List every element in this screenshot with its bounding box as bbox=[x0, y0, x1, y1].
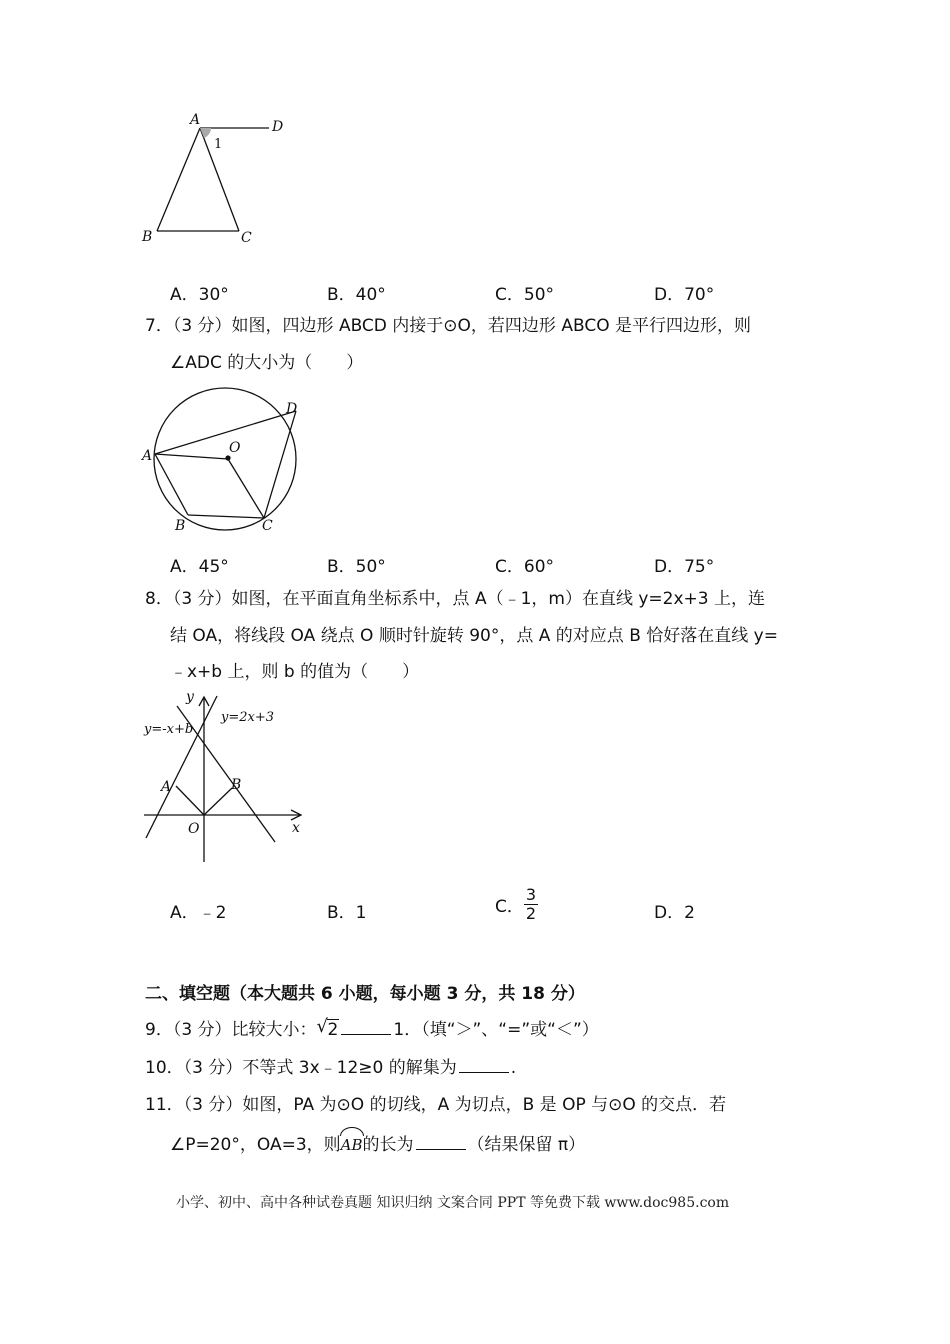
q8-label-line1: y=-x+b bbox=[144, 722, 194, 737]
q7-stem-line2: ∠ADC 的大小为（ ） bbox=[170, 353, 364, 373]
q7-option-d[interactable]: D．75° bbox=[654, 557, 715, 577]
q6-label-b: B bbox=[142, 229, 153, 245]
q6-option-a[interactable]: A．30° bbox=[170, 285, 229, 305]
answer-blank[interactable] bbox=[341, 1018, 391, 1035]
fraction: $\frac{3}{2}$ bbox=[525, 885, 537, 923]
q8-option-b[interactable]: B．1 bbox=[327, 903, 367, 923]
q7-label-d: D bbox=[286, 401, 298, 417]
q8-option-c[interactable]: C． $\frac{3}{2}$ bbox=[495, 885, 537, 923]
square-root: √ 2 bbox=[316, 1016, 339, 1040]
q7-stem-line1: 7．（3 分）如图，四边形 ABCD 内接于⊙O，若四边形 ABCO 是平行四边形，则 bbox=[145, 316, 751, 336]
q6-triangle-figure bbox=[135, 110, 295, 250]
q8-coordinate-figure bbox=[140, 688, 315, 866]
q8-stem-line3: ﹣x+b 上，则 b 的值为（ ） bbox=[170, 662, 420, 682]
q6-option-c[interactable]: C．50° bbox=[495, 285, 555, 305]
q7-option-c[interactable]: C．60° bbox=[495, 557, 555, 577]
q6-option-b[interactable]: B．40° bbox=[327, 285, 386, 305]
q8-label-a: A bbox=[161, 779, 172, 795]
q8-stem-line1: 8．（3 分）如图，在平面直角坐标系中，点 A（﹣1，m）在直线 y=2x+3 上，连 bbox=[145, 589, 765, 609]
q7-label-o: O bbox=[229, 440, 241, 456]
q8-option-a[interactable]: A．﹣2 bbox=[170, 903, 227, 923]
q8-option-d[interactable]: D．2 bbox=[654, 903, 695, 923]
page-footer: 小学、初中、高中各种试卷真题 知识归纳 文案合同 PPT 等免费下载 www.doc985.com bbox=[176, 1195, 730, 1211]
q6-label-1: 1 bbox=[214, 137, 223, 152]
arc-symbol: AB bbox=[341, 1129, 363, 1157]
q8-label-o: O bbox=[188, 821, 200, 837]
q7-option-b[interactable]: B．50° bbox=[327, 557, 386, 577]
center-point bbox=[225, 455, 230, 460]
q8-label-x: x bbox=[292, 820, 300, 836]
answer-blank[interactable] bbox=[459, 1056, 509, 1073]
q11-stem-line2: ∠P=20°，OA=3，则 AB的长为 （结果保留 π） bbox=[170, 1129, 585, 1157]
q6-label-d: D bbox=[272, 119, 284, 135]
q7-option-a[interactable]: A．45° bbox=[170, 557, 229, 577]
q7-label-b: B bbox=[175, 518, 186, 534]
q9-stem: 9．（3 分）比较大小： √ 2 1．（填“＞”、“=”或“＜”） bbox=[145, 1016, 599, 1040]
q11-stem-line1: 11．（3 分）如图，PA 为⊙O 的切线，A 为切点，B 是 OP 与⊙O 的交点．若 bbox=[145, 1095, 727, 1115]
q6-label-c: C bbox=[241, 230, 252, 246]
answer-blank[interactable] bbox=[416, 1133, 466, 1150]
q7-label-c: C bbox=[262, 518, 273, 534]
q8-label-line2: y=2x+3 bbox=[221, 710, 275, 725]
q8-label-b: B bbox=[231, 777, 242, 793]
q7-label-a: A bbox=[142, 448, 153, 464]
q8-label-y: y bbox=[186, 689, 194, 705]
section-2-heading: 二、填空题（本大题共 6 小题，每小题 3 分，共 18 分） bbox=[145, 984, 585, 1004]
q8-stem-line2: 结 OA，将线段 OA 绕点 O 顺时针旋转 90°，点 A 的对应点 B 恰好落在直线 y= bbox=[170, 626, 778, 646]
q6-label-a: A bbox=[190, 112, 201, 128]
q7-circle-figure bbox=[138, 380, 313, 540]
q6-option-d[interactable]: D．70° bbox=[654, 285, 715, 305]
q10-stem: 10．（3 分）不等式 3x﹣12≥0 的解集为 . bbox=[145, 1058, 517, 1078]
